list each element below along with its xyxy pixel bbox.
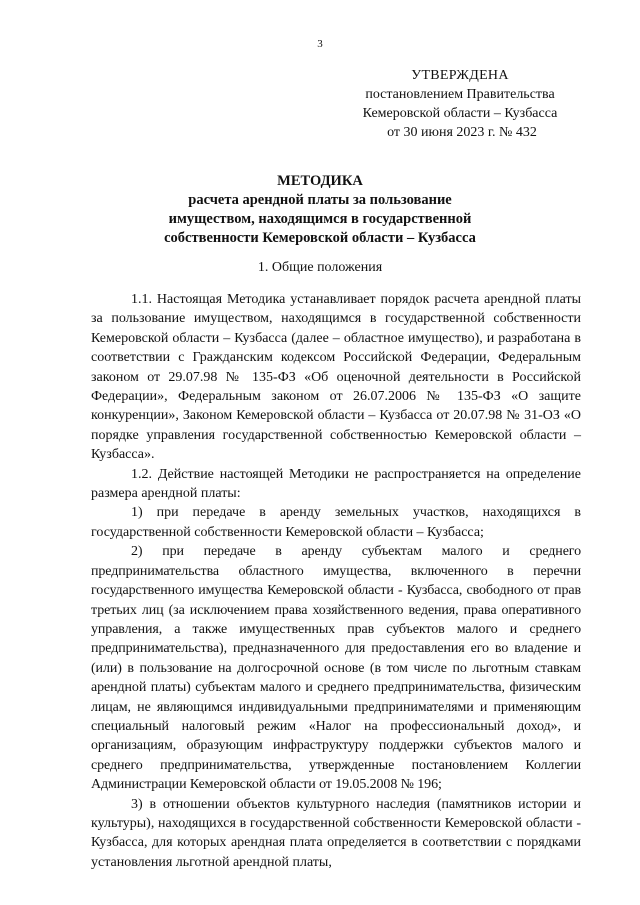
section-title: 1. Общие положения (257, 260, 383, 275)
approval-heading: УТВЕРЖДЕНА (411, 68, 509, 83)
approval-date: от 30 июня 2023 г. № 432 (387, 125, 537, 140)
list-item-1: 1) при передаче в аренду земельных участков, находящихся в государственной собственности Кемеровской области – Кузбасса; (91, 505, 581, 540)
document-title (0, 172, 640, 248)
approval-authority: постановлением Правительства (365, 87, 555, 102)
body-text (91, 290, 581, 872)
approval-region: Кемеровской области – Кузбасса (362, 106, 558, 121)
title-line-3: собственности Кемеровской области – Кузбасса (164, 230, 476, 246)
title-main: МЕТОДИКА (277, 173, 363, 189)
list-item-2: 2) при передаче в аренду субъектам малого и среднего предпринимательства областного имущества, включенного в перечни государственного имущества Кемеровской области - Кузбасса, свободного от прав третьих лиц (за исключением права хозяйственного ведения, права оперативного управления, а также имущественных прав субъектов малого и среднего предпринимательства), предназначенного для предоставления его во владение и (или) в пользование на долгосрочной основе (в том числе по льготным ставкам арендной платы) субъектам малого и среднего предпринимательства, физическим лицам, не являющимся индивидуальными предпринимателями и применяющим специальный налоговый режим «Налог на профессиональный доход», и организациям, образующим инфраструктуру поддержки субъектов малого и среднего предпринимательства, утвержденные постановлением Коллегии Администрации Кемеровской области от 19.05.2008 № 196; (91, 544, 581, 793)
page-number: 3 (317, 38, 323, 50)
title-line-2: имуществом, находящимся в государственной (168, 211, 472, 227)
approval-stamp (340, 66, 580, 142)
paragraph-1-2: 1.2. Действие настоящей Методики не распространяется на определение размера арендной платы: (91, 466, 581, 502)
title-line-1: расчета арендной платы за пользование (188, 192, 452, 208)
paragraph-1-1: 1.1. Настоящая Методика устанавливает порядок расчета арендной платы за пользование имуществом, находящимся в государственной собственности Кемеровской области – Кузбасса (далее – областное имущество), и разработана в соответствии с Гражданским кодексом Российской Федерации, Федеральным законом от 29.07.98 № 135-ФЗ «Об оценочной деятельности в Российской Федерации», Федеральным законом от 26.07.2006 № 135-ФЗ «О защите конкуренции», Законом Кемеровской области – Кузбасса от 20.07.98 № 31-ОЗ «О порядке управления государственной собственностью Кемеровской области – Кузбасса». (91, 292, 581, 463)
list-item-3: 3) в отношении объектов культурного наследия (памятников истории и культуры), находящихся в государственной собственности Кемеровской области - Кузбасса, для которых арендная плата определяется в соответствии с порядками установления льготной арендной платы, (91, 796, 581, 870)
